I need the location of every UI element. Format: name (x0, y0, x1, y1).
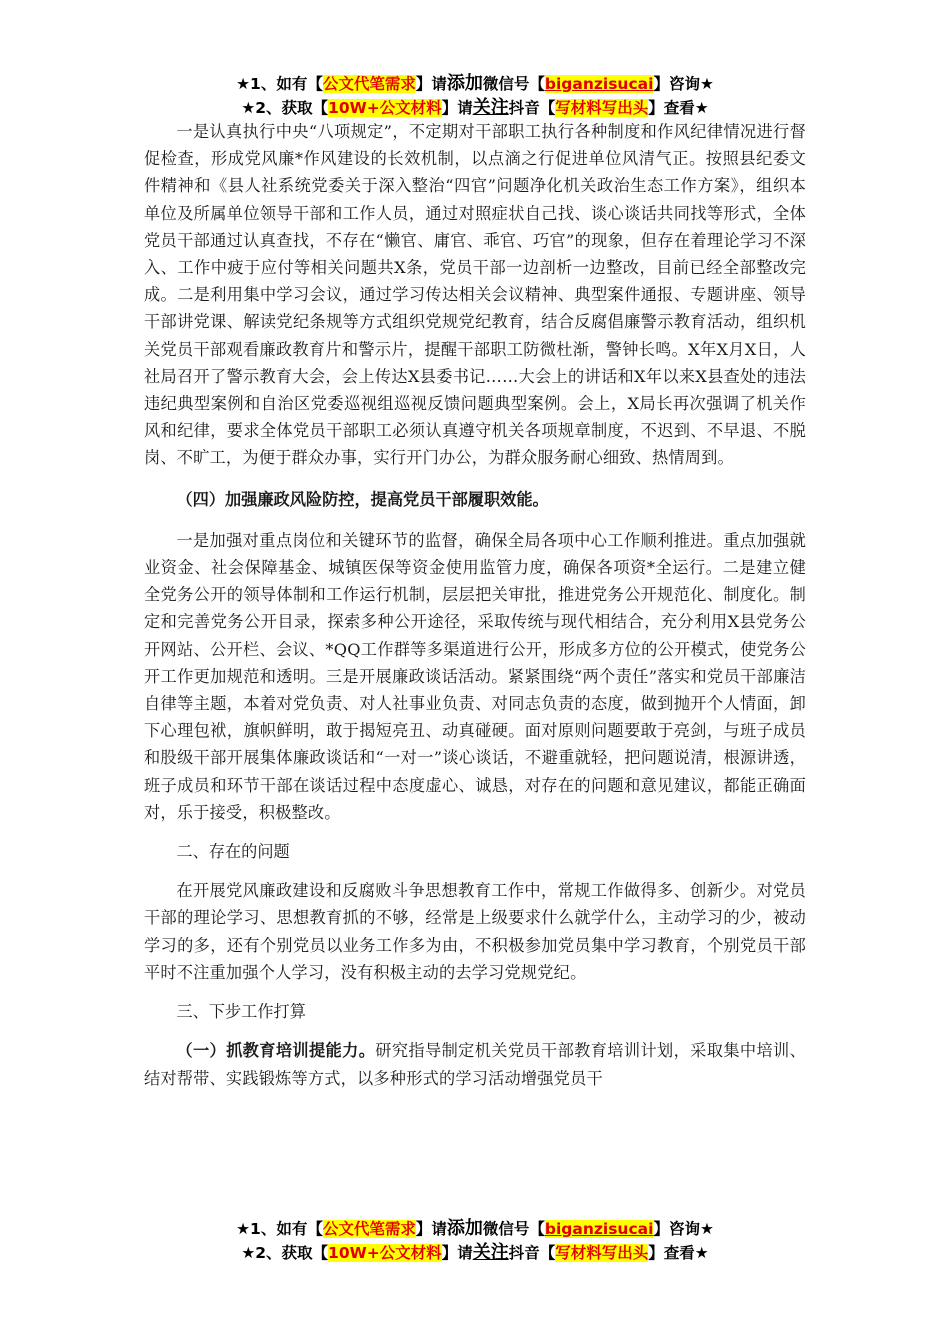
banner-text: 】请 (415, 75, 447, 93)
banner-text: 抖音【 (508, 99, 556, 117)
banner-text: 】咨询★ (653, 1220, 714, 1238)
section-heading-problems: 二、存在的问题 (176, 842, 290, 862)
bottom-banner (0, 1217, 950, 1265)
banner-text: 微信号【 (482, 75, 545, 93)
banner-text: 】查看★ (648, 99, 709, 117)
section-heading-four: （四）加强廉政风险防控，提高党员干部履职效能。 (176, 489, 549, 509)
douyin-id-highlight: 写材料写出头 (555, 1244, 649, 1262)
banner-highlight: 10W+公文材料 (328, 99, 442, 117)
banner-text: ★2、获取【 (241, 1244, 329, 1262)
section-heading-next-steps: 三、下步工作打算 (176, 1002, 306, 1022)
document-body (144, 118, 806, 1092)
banner-emphasis: 关注 (472, 97, 509, 118)
paragraph-problems: 在开展党风廉政建设和反腐败斗争思想教育工作中，常规工作做得多、创新少。对党员干部的理论学习、思想教育抓的不够，经常是上级要求什么就学什么，主动学习的少，被动学习的多，还有个别党员以业务工作多为由，不积极参加党员集中学习教育，个别党员干部平时不注重加强个人学习，没有积极主动的去学习党规党纪。 (144, 881, 806, 982)
paragraph-risk-control: 一是加强对重点岗位和关键环节的监督，确保全局各项中心工作顺利推进。重点加强就业资金、社会保障基金、城镇医保等资金使用监管力度，确保各项资*全运行。二是建立健全党务公开的领导体制和工作运行机制，层层把关审批，推进党务公开规范化、制度化。制定和完善党务公开目录，探索多种公开途径，采取传统与现代相结合，充分利用X县党务公开网站、公开栏、会议、*QQ工作群等多渠道进行公开，形成多方位的公开模式，使党务公开工作更加规范和透明。三是开展廉政谈话活动。紧紧围绕“两个责任”落实和党员干部廉洁自律等主题，本着对党负责、对人社事业负责、对同志负责的态度，做到抛开个人情面，卸下心理包袱，旗帜鲜明，敢于揭短亮丑、动真碰硬。面对原则问题要敢于亮剑，与班子成员和股级干部开展集体廉政谈话和“一对一”谈心谈话，不避重就轻，把问题说清，根源讲透，班子成员和环节干部在谈话过程中态度虚心、诚恳，对存在的问题和意见建议，都能正确面对，乐于接受，积极整改。 (144, 530, 806, 822)
wechat-id-highlight: biganzisucai (544, 75, 654, 93)
douyin-id-highlight: 写材料写出头 (555, 99, 649, 117)
banner-text: 】请 (441, 1244, 473, 1262)
banner-emphasis: 添加 (446, 1218, 483, 1239)
banner-emphasis: 添加 (446, 73, 483, 94)
banner-text: ★1、如有【 (236, 75, 323, 93)
paragraph-text: 研究指导制定机关党员干部教育培训计划，采取集中培训、结对帮带、实践锻炼等方式，以多种形式的学习活动增强党员干 (144, 1041, 806, 1088)
banner-text: 】请 (441, 99, 473, 117)
paragraph-lead: （一）抓教育培训提能力。 (176, 1041, 376, 1061)
banner-text: 】查看★ (648, 1244, 709, 1262)
banner-text: ★2、获取【 (241, 99, 329, 117)
banner-text: 微信号【 (482, 1220, 545, 1238)
banner-highlight: 公文代笔需求 (322, 1220, 416, 1238)
banner-line-2 (0, 1241, 950, 1265)
banner-highlight: 10W+公文材料 (328, 1244, 442, 1262)
top-banner (0, 72, 950, 120)
paragraph-conduct: 一是认真执行中央“八项规定”，不定期对干部职工执行各种制度和作风纪律情况进行督促检查，形成党风廉*作风建设的长效机制，以点滴之行促进单位风清气正。按照县纪委文件精神和《县人社系统党委关于深入整治“四官”问题净化机关政治生态工作方案》，组织本单位及所属单位领导干部和工作人员，通过对照症状自己找、谈心谈话共同找等形式，全体党员干部通过认真查找，不存在“懒官、庸官、乖官、巧官”的现象，但存在着理论学习不深入、工作中疲于应付等相关问题共X条，党员干部一边剖析一边整改，目前已经全部整改完成。二是利用集中学习会议，通过学习传达相关会议精神、典型案件通报、专题讲座、领导干部讲党课、解读党纪条规等方式组织党规党纪教育，结合反腐倡廉警示教育活动，组织机关党员干部观看廉政教育片和警示片，提醒干部职工防微杜渐，警钟长鸣。X年X月X日，人社局召开了警示教育大会，会上传达X县委书记……大会上的讲话和X年以来X县查处的违法违纪典型案例和自治区党委巡视组巡视反馈问题典型案例。会上，X局长再次强调了机关作风和纪律，要求全体党员干部职工必须认真遵守机关各项规章制度，不迟到、不早退、不脱岗、不旷工，为便于群众办事，实行开门办公，为群众服务耐心细致、热情周到。 (144, 122, 806, 468)
banner-line-2 (0, 96, 950, 120)
banner-emphasis: 关注 (472, 1242, 509, 1263)
banner-line-1 (0, 72, 950, 96)
banner-text: 】请 (415, 1220, 447, 1238)
banner-line-1 (0, 1217, 950, 1241)
wechat-id-highlight: biganzisucai (544, 1220, 654, 1238)
banner-text: 】咨询★ (653, 75, 714, 93)
banner-text: ★1、如有【 (236, 1220, 323, 1238)
banner-highlight: 公文代笔需求 (322, 75, 416, 93)
banner-text: 抖音【 (508, 1244, 556, 1262)
paragraph-training (144, 1037, 806, 1091)
